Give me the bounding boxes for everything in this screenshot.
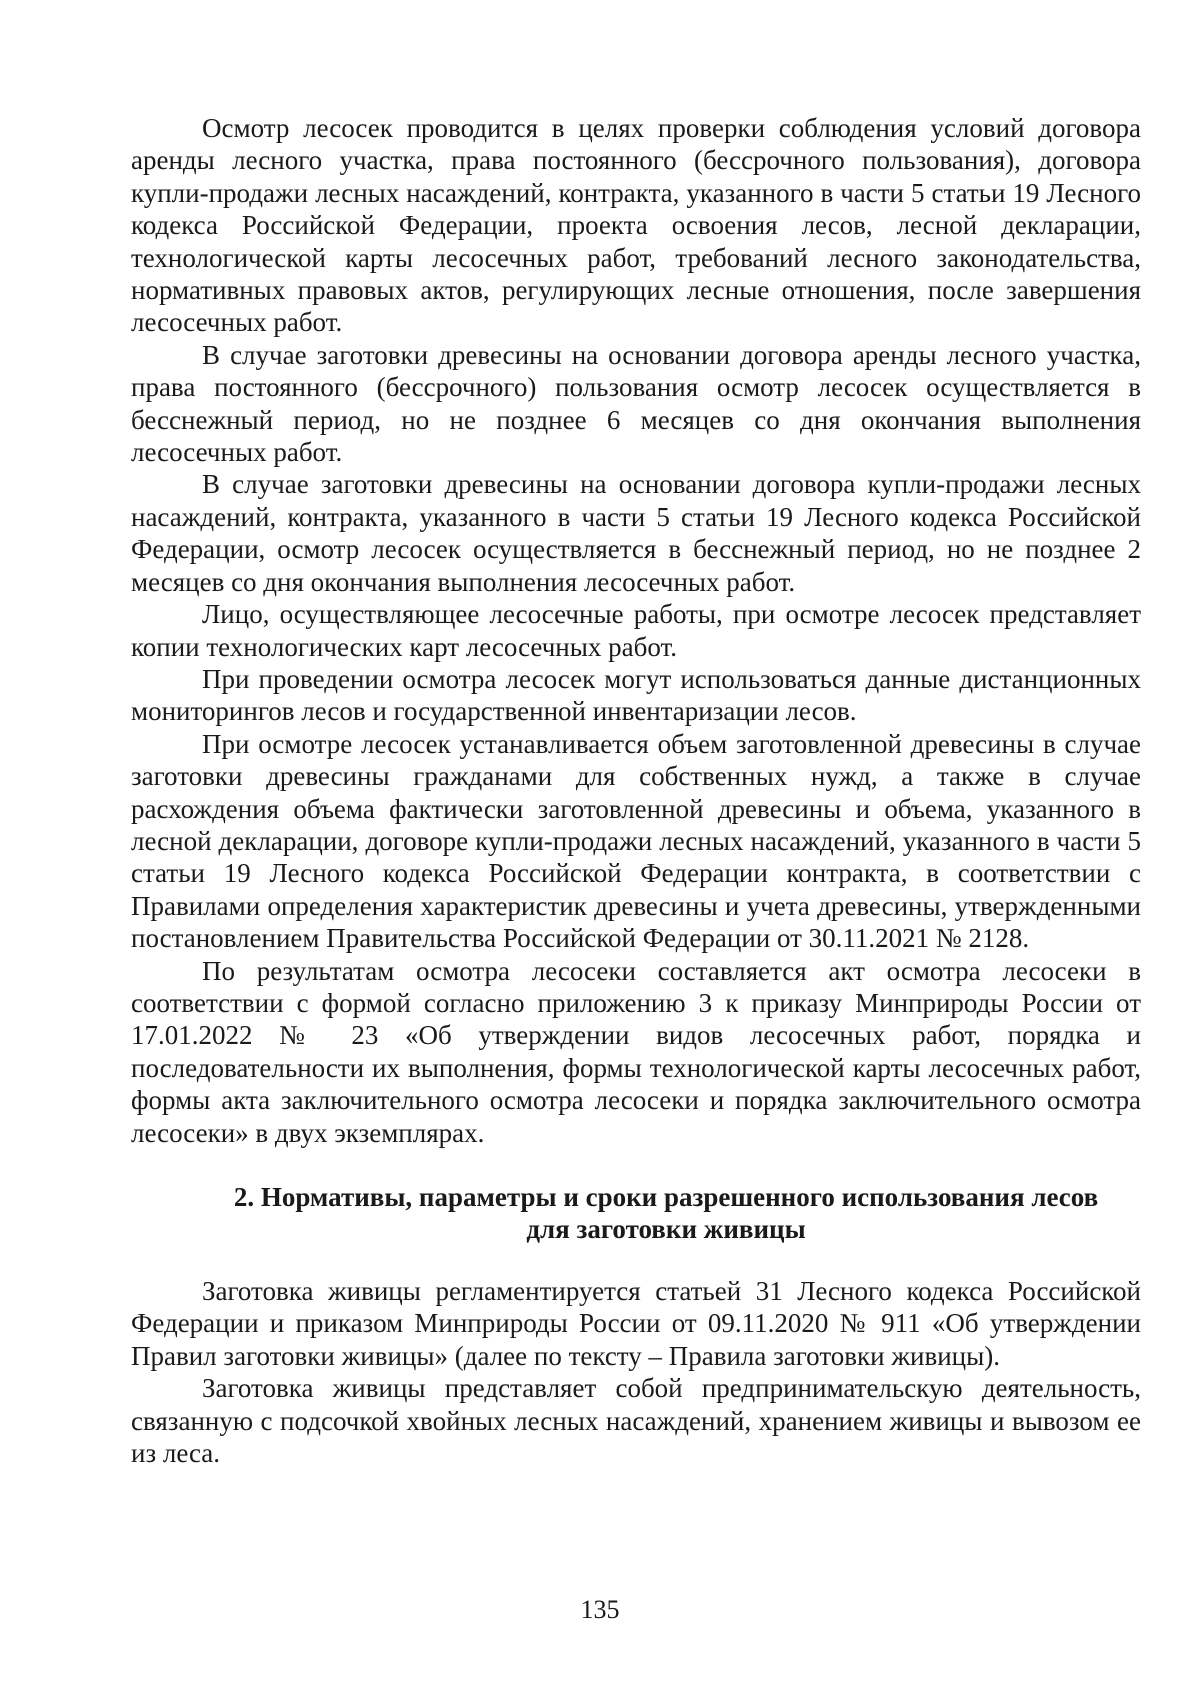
section-heading-line-2: для заготовки живицы: [526, 1214, 806, 1244]
section-heading-line-1: 2. Нормативы, параметры и сроки разрешенного использования лесов: [233, 1182, 1099, 1212]
paragraph-sale-contract-inspection-period: В случае заготовки древесины на основании договора купли-продажи лесных насаждений, контракта, указанного в части 5 статьи 19 Лесного кодекса Российской Федерации, осмотр лесосек осуществляется в бесснежный период, но не позднее 2 месяцев со дня окончания выполнения лесосечных работ.: [131, 469, 1141, 597]
document-page: [131, 112, 1141, 1469]
paragraph-lease-inspection-period: В случае заготовки древесины на основании договора аренды лесного участка, права постоянного (бессрочного) пользования осмотр лесосек осуществляется в бесснежный период, но не позднее 6 месяцев со дня окончания выполнения лесосечных работ.: [131, 339, 1141, 468]
paragraph-inspection-act: По результатам осмотра лесосеки составляется акт осмотра лесосеки в соответствии с формой согласно приложению 3 к приказу Минприроды России от 17.01.2022 № 23 «Об утверждении видов лесосечных работ, порядка и последовательности их выполнения, формы технологической карты лесосечных работ, формы акта заключительного осмотра лесосеки и порядка заключительного осмотра лесосеки» в двух экземплярах.: [131, 955, 1141, 1148]
paragraph-resin-definition: Заготовка живицы представляет собой предпринимательскую деятельность, связанную с подсочкой хвойных лесных насаждений, хранением живицы и вывозом ее из леса.: [131, 1373, 1141, 1469]
page-number: 135: [580, 1595, 620, 1624]
paragraph-technological-maps: Лицо, осуществляющее лесосечные работы, при осмотре лесосек представляет копии технологических карт лесосечных работ.: [131, 599, 1141, 662]
paragraph-inspection-purpose: Осмотр лесосек проводится в целях проверки соблюдения условий договора аренды лесного участка, права постоянного (бессрочного пользования), договора купли-продажи лесных насаждений, контракта, указанного в части 5 статьи 19 Лесного кодекса Российской Федерации, проекта освоения лесов, лесной декларации, технологической карты лесосечных работ, требований лесного законодательства, нормативных правовых актов, регулирующих лесные отношения, после завершения лесосечных работ.: [131, 113, 1141, 338]
paragraph-remote-monitoring: При проведении осмотра лесосек могут использоваться данные дистанционных мониторингов лесов и государственной инвентаризации лесов.: [131, 663, 1141, 727]
paragraph-timber-volume: При осмотре лесосек устанавливается объем заготовленной древесины в случае заготовки древесины гражданами для собственных нужд, а также в случае расхождения объема фактически заготовленной древесины и объема, указанного в лесной декларации, договоре купли-продажи лесных насаждений, указанного в части 5 статьи 19 Лесного кодекса Российской Федерации контракта, в соответствии с Правилами определения характеристик древесины и учета древесины, утвержденными постановлением Правительства Российской Федерации от 30.11.2021 № 2128.: [131, 728, 1141, 954]
paragraph-resin-regulation: Заготовка живицы регламентируется статьей 31 Лесного кодекса Российской Федерации и приказом Минприроды России от 09.11.2020 № 911 «Об утверждении Правил заготовки живицы» (далее по тексту – Правила заготовки живицы).: [131, 1276, 1141, 1371]
section-heading: [131, 1181, 1141, 1245]
